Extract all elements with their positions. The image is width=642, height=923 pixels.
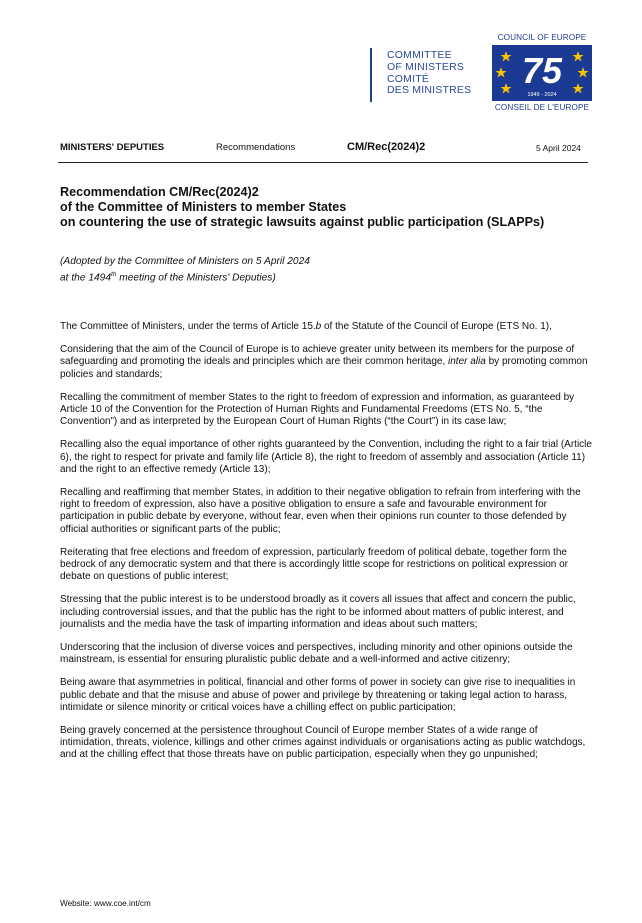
committee-line-2: OF MINISTERS — [387, 60, 465, 73]
committee-of-ministers-logo — [370, 46, 480, 106]
coe-stars-icon — [492, 45, 592, 101]
coe-logo-bottom-text: CONSEIL DE L'EUROPE — [494, 103, 590, 112]
adoption-line-2 — [60, 268, 310, 284]
paragraph-1 — [60, 321, 592, 333]
paragraph-7: Stressing that the public interest is to be understood broadly as it covers all issues that affect and concern the public, including controversial issues, and that the public has the right to be informed about matters of public interest, and journalists and the media have the task of imparting information and ideas about such matters; — [60, 594, 576, 630]
adoption-line-1: (Adopted by the Committee of Ministers on 5 April 2024 — [60, 256, 310, 267]
paragraph-10: Being gravely concerned at the persistence throughout Council of Europe member States of a wide range of intimidation, threats, violence, killings and other crimes against individuals or organisations acting as public watchdogs, and at the chilling effect that those threats have on public participation, especially when they go unpunished; — [60, 725, 586, 761]
paragraph-4: Recalling also the equal importance of other rights guaranteed by the Convention, including the right to a fair trial (Article 6), the right to respect for private and family life (Article 8), the right to freedom of assembly and association (Article 11) and the right to an effective remedy (Article 13); — [60, 439, 592, 475]
document-category: Recommendations — [216, 142, 296, 153]
committee-line-1: COMMITTEE — [387, 49, 452, 61]
logo-divider — [370, 48, 372, 102]
paragraph-2 — [60, 344, 592, 381]
document-body — [60, 321, 592, 773]
paragraph-1-text-b: of the Statute of the Council of Europe (ETS No. 1), — [321, 321, 552, 332]
paragraph-3: Recalling the commitment of member States to the right to freedom of expression and information, as guaranteed by Article 10 of the Convention for the Protection of Human Rights and Fundamental Freedoms (ETS No. 5, “the Convention”) and as interpreted by the European Court of Human Rights (“the Court”) in its case law; — [60, 391, 575, 428]
deputies-label: MINISTERS' DEPUTIES — [60, 142, 165, 153]
committee-logo-text — [387, 50, 471, 97]
paragraph-5: Recalling and reaffirming that member States, in addition to their negative obligation to refrain from interfering with the right to freedom of expression, also have a positive obligation to ensure a safe and favourable environment for participation in public debate by everyone, without fear, even when their opinions run counter to those defended by official authorities or significant parts of the public; — [60, 487, 581, 535]
committee-line-4: DES MINISTRES — [387, 84, 472, 97]
coe-logo-top-text: COUNCIL OF EUROPE — [497, 33, 587, 42]
footer-website: Website: www.coe.int/cm — [60, 899, 151, 908]
adoption-line-2-post: meeting of the Ministers' Deputies) — [116, 272, 276, 284]
paragraph-6: Reiterating that free elections and freedom of expression, particularly freedom of political debate, together form the bedrock of any democratic system and that there is accordingly little scope for restrictions on political expression or debate on questions of public interest; — [60, 546, 569, 583]
document-date: 5 April 2024 — [536, 143, 581, 153]
paragraph-9: Being aware that asymmetries in political, financial and other forms of power in society can give rise to inequalities in public debate and that the misuse and abuse of power and privilege by threatening or taking legal action to harass, intimidate or silence minority or critical voices have a chilling effect on public participation; — [60, 677, 576, 713]
paragraph-8: Underscoring that the inclusion of diverse voices and perspectives, including minority and other opinions outside the mainstream, is essential for ensuring pluralistic public debate and a well-informed and active citizenry; — [60, 642, 573, 666]
paragraph-2-text-b: by promoting common policies and standards; — [60, 356, 588, 380]
paragraph-1-italic: b — [315, 321, 322, 332]
paragraph-1-text-a: The Committee of Ministers, under the terms of Article 15. — [60, 321, 316, 332]
committee-line-3: COMITÉ — [387, 72, 430, 85]
coe-years: 1949 - 2024 — [527, 92, 557, 98]
adoption-note — [60, 255, 310, 284]
adoption-ordinal: th — [110, 271, 117, 278]
document-title — [60, 185, 600, 231]
document-reference: CM/Rec(2024)2 — [347, 141, 426, 153]
title-line-1: Recommendation CM/Rec(2024)2 — [60, 185, 259, 199]
paragraph-2-text-a: Considering that the aim of the Council of Europe is to achieve greater unity between its members for the purpose of safeguarding and promoting the ideals and principles which are their common heritage, — [60, 344, 575, 368]
coe-number: 75 — [521, 50, 563, 91]
header-rule — [58, 162, 588, 163]
title-line-2: of the Committee of Ministers to member States — [60, 200, 347, 215]
coe-75-logo — [492, 45, 592, 101]
paragraph-2-italic: inter alia — [448, 356, 486, 368]
title-line-3: on countering the use of strategic lawsuits against public participation (SLAPPs) — [60, 215, 545, 230]
adoption-line-2-pre: at the 1494 — [60, 272, 111, 284]
